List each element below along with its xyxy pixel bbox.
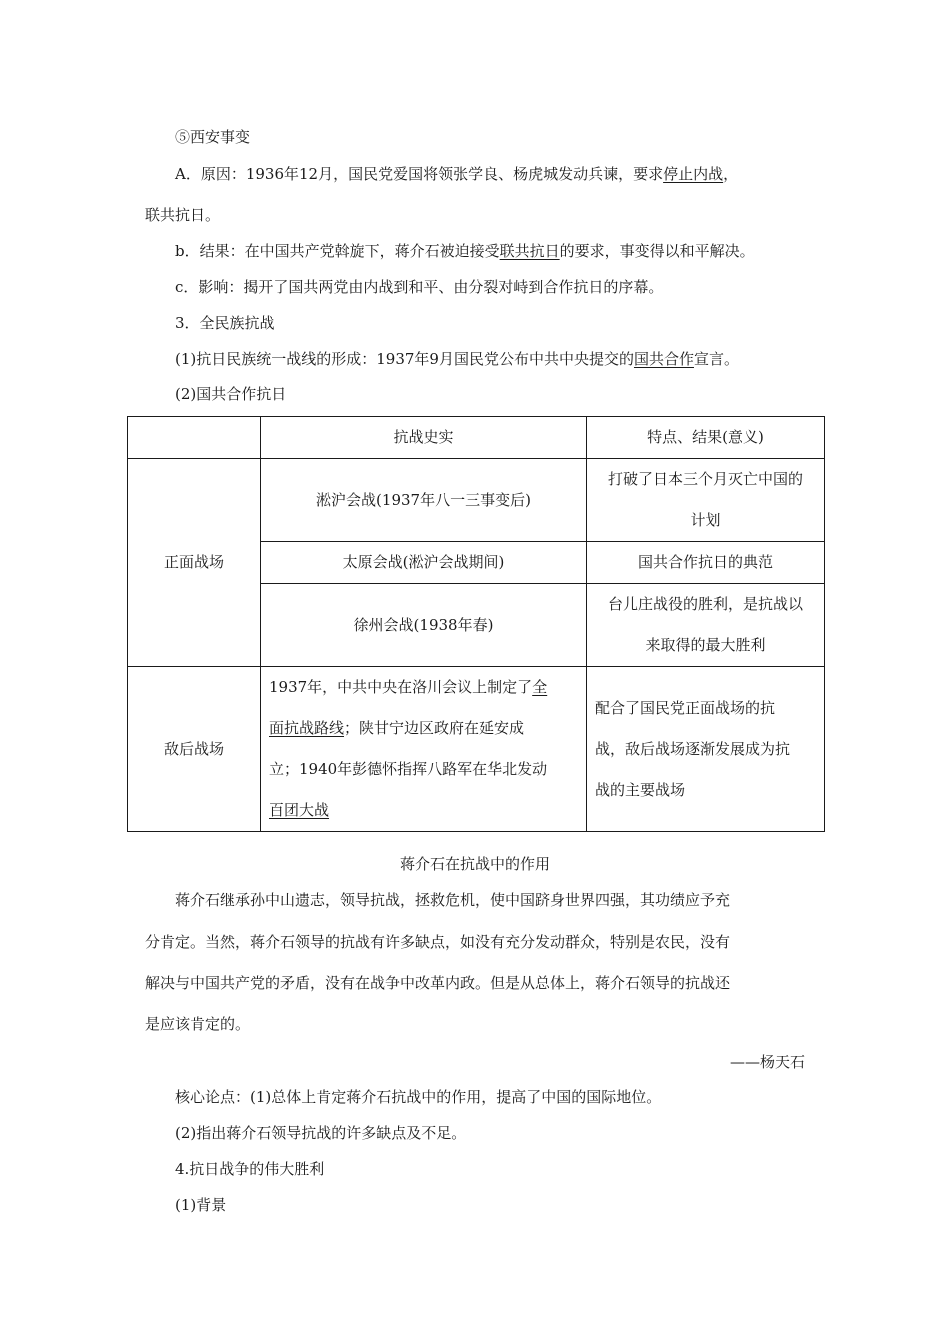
result-songhu-l2: 计划: [690, 511, 721, 529]
fact-rear-l4: [269, 790, 578, 831]
united-front-suffix: 宣言。: [693, 350, 739, 368]
xian-cause-text: A．原因：1936年12月，国民党爱国将领张学良、杨虎城发动兵谏，要求: [175, 165, 664, 183]
fact-rear-l1: [269, 667, 578, 708]
essay-line: 解决与中国共产党的矛盾，没有在战争中改革内政。但是从总体上，蒋介石领导的抗战还: [145, 974, 731, 992]
result-songhu: [587, 459, 825, 542]
cooperation-heading: (2)国共合作抗日: [175, 385, 287, 403]
table-row: [128, 667, 825, 832]
front-battlefield-label: 正面战场: [128, 459, 261, 667]
xian-result-text: b．结果：在中国共产党斡旋下，蒋介石被迫接受: [175, 242, 500, 260]
result-rear-l3: 战的主要战场: [595, 780, 686, 799]
core-argument-2: (2)指出蒋介石领导抗战的许多缺点及不足。: [175, 1124, 467, 1142]
xian-cause-suffix: ，: [723, 165, 739, 183]
table-header-row: [128, 417, 825, 459]
section3-heading: 3．全民族抗战: [175, 314, 275, 332]
fact-rear: [261, 667, 587, 832]
xian-cause-keyword: 停止内战: [663, 165, 724, 183]
fact-rear-l2: [269, 708, 578, 749]
fact-rear-l1-keyword: 全: [532, 678, 548, 696]
header-empty: [128, 417, 261, 459]
result-xuzhou-l1: 台儿庄战役的胜利，是抗战以: [607, 595, 803, 613]
xian-cause: [175, 164, 738, 184]
fact-xuzhou: 徐州会战(1938年春): [261, 584, 587, 667]
xian-impact: c．影响：揭开了国共两党由内战到和平、由分裂对峙到合作抗日的序幕。: [175, 278, 664, 296]
fact-rear-l1-text: 1937年，中共中央在洛川会议上制定了: [269, 678, 533, 696]
fact-taiyuan: 太原会战(淞沪会战期间): [261, 542, 587, 584]
section4-heading: 4.抗日战争的伟大胜利: [175, 1160, 325, 1178]
xian-cause-cont: 联共抗日。: [145, 206, 221, 224]
fact-songhu: 淞沪会战(1937年八一三事变后): [261, 459, 587, 542]
united-front-text: (1)抗日民族统一战线的形成：1937年9月国民党公布中共中央提交的: [175, 350, 634, 368]
united-front-keyword: 国共合作: [633, 350, 694, 368]
fact-rear-l2-keyword: 面抗战路线: [269, 719, 345, 737]
fact-rear-l3: 立；1940年彭德怀指挥八路军在华北发动: [269, 760, 548, 778]
header-facts: 抗战史实: [261, 417, 587, 459]
header-results: 特点、结果(意义): [587, 417, 825, 459]
result-taiyuan: 国共合作抗日的典范: [587, 542, 825, 584]
xian-result: [175, 241, 755, 261]
rear-battlefield-label: 敌后战场: [128, 667, 261, 832]
essay-line: 蒋介石继承孙中山遗志，领导抗战，拯救危机，使中国跻身世界四强，其功绩应予充: [175, 891, 731, 909]
essay-line: 分肯定。当然，蒋介石领导的抗战有许多缺点，如没有充分发动群众，特别是农民，没有: [145, 933, 731, 951]
result-xuzhou-l2: 来取得的最大胜利: [645, 636, 766, 654]
result-xuzhou: [587, 584, 825, 667]
xian-heading: ⑤西安事变: [175, 128, 251, 146]
fact-rear-l4-keyword: 百团大战: [269, 801, 330, 819]
xian-result-suffix: 的要求，事变得以和平解决。: [559, 242, 755, 260]
result-songhu-l1: 打破了日本三个月灭亡中国的: [607, 470, 803, 488]
essay-line: 是应该肯定的。: [145, 1015, 251, 1033]
xian-result-keyword: 联共抗日: [499, 242, 560, 260]
background-heading: (1)背景: [175, 1196, 227, 1214]
united-front-line: [175, 349, 739, 369]
result-rear-l2: 战，敌后战场逐渐发展成为抗: [595, 739, 791, 758]
battlefield-table: [127, 416, 825, 832]
core-argument-1: 核心论点：(1)总体上肯定蒋介石抗战中的作用，提高了中国的国际地位。: [175, 1088, 662, 1106]
result-rear-l1: 配合了国民党正面战场的抗: [595, 698, 776, 717]
fact-rear-l2-text: ；陕甘宁边区政府在延安成: [344, 719, 525, 737]
table-row: [128, 459, 825, 542]
essay-title: 蒋介石在抗战中的作用: [399, 855, 550, 873]
result-rear: [587, 667, 825, 832]
essay-attribution: ——杨天石: [729, 1053, 805, 1071]
